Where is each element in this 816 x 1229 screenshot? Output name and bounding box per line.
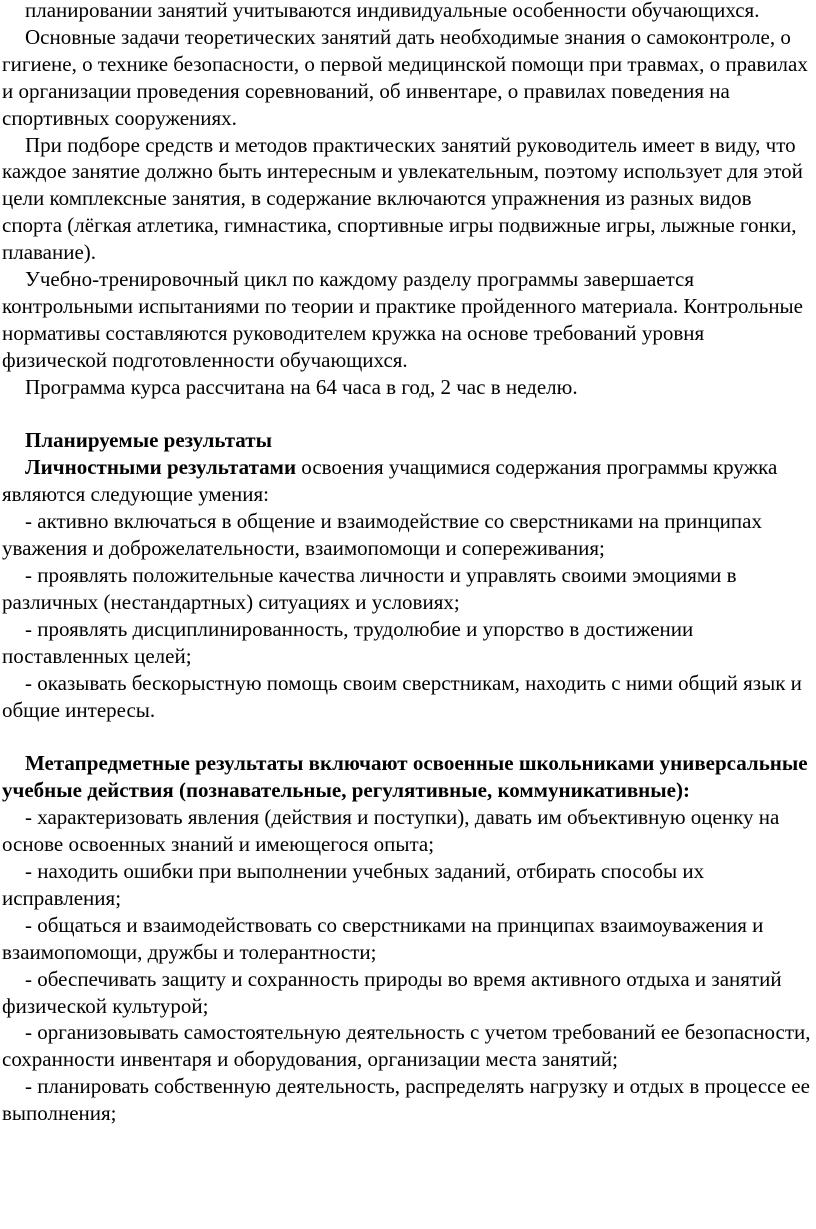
blank-line (2, 723, 814, 750)
personal-skill-item: - оказывать бескорыстную помощь своим сверстникам, находить с ними общий язык и общие интересы. (2, 670, 802, 722)
paragraph-course-hours: Программа курса рассчитана на 64 часа в год, 2 час в неделю. (25, 374, 578, 399)
meta-skill-item: - обеспечивать защиту и сохранность природы во время активного отдыха и занятий физической культурой; (2, 966, 782, 1018)
personal-skill-item: - проявлять дисциплинированность, трудолюбие и упорство в достижении поставленных целей; (2, 616, 694, 668)
paragraph-training-cycle: Учебно-тренировочный цикл по каждому разделу программы завершается контрольными испытаниями по теории и практике пройденного материала. Контрольные нормативы составляются руководителем кружка на основе требований уровня физической подготовленности обучающихся. (2, 267, 803, 372)
paragraph-practice-methods: При подборе средств и методов практических занятий руководитель имеет в виду, что каждое занятие должно быть интересным и увлекательным, поэтому использует для этой цели комплексные занятия, в содержание включаются упражнения из разных видов спорта (лёгкая атлетика, гимнастика, спортивные игры подвижные игры, лыжные гонки, плавание). (2, 132, 803, 265)
document-page (2, 0, 814, 1127)
section-heading-results: Планируемые результаты (25, 428, 272, 453)
personal-results-text: освоения учащимися содержания программы кружка являются следующие умения: (2, 455, 778, 507)
meta-skill-item: - организовывать самостоятельную деятельность с учетом требований ее безопасности, сохранности инвентаря и оборудования, организации места занятий; (2, 1020, 811, 1072)
section-heading-meta-results: Метапредметные результаты включают освоенные школьниками универсальные учебные действия (познавательные, регулятивные, коммуникативные): (2, 751, 808, 803)
paragraph-personal-results (2, 454, 814, 508)
personal-results-term: Личностными результатами (25, 455, 297, 480)
paragraph-theory-tasks: Основные задачи теоретических занятий дать необходимые знания о самоконтроле, о гигиене, о технике безопасности, о первой медицинской помощи при травмах, о правилах и организации проведения соревнований, об инвентаре, о правилах поведения на спортивных сооружениях. (2, 24, 808, 130)
meta-skill-item: - находить ошибки при выполнении учебных заданий, отбирать способы их исправления; (2, 858, 705, 910)
meta-skill-item: - планировать собственную деятельность, распределять нагрузку и отдых в процессе ее выполнения; (2, 1074, 810, 1126)
blank-line (2, 401, 814, 428)
personal-skill-item: - активно включаться в общение и взаимодействие со сверстниками на принципах уважения и доброжелательности, взаимопомощи и сопереживания; (2, 509, 762, 561)
meta-skill-item: - общаться и взаимодействовать со сверстниками на принципах взаимоуважения и взаимопомощи, дружбы и толерантности; (2, 912, 764, 964)
meta-skill-item: - характеризовать явления (действия и поступки), давать им объективную оценку на основе освоенных знаний и имеющегося опыта; (2, 805, 780, 857)
paragraph-continuation: планировании занятий учитываются индивидуальные особенности обучающихся. (25, 0, 760, 22)
personal-skill-item: - проявлять положительные качества личности и управлять своими эмоциями в различных (нестандартных) ситуациях и условиях; (2, 563, 737, 614)
